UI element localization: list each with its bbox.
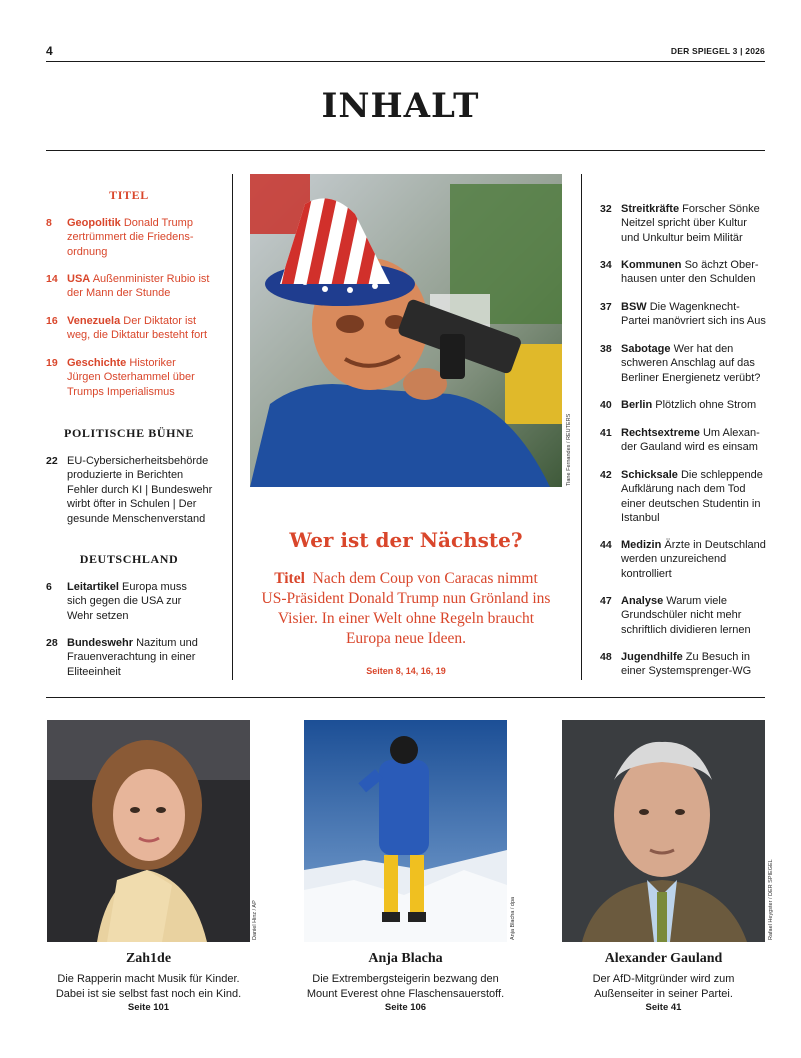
toc-entry[interactable] xyxy=(600,398,768,412)
caption-text xyxy=(40,972,257,1001)
toc-text: Um Alexander Gauland wird es einsam xyxy=(621,427,760,454)
toc-entry[interactable] xyxy=(46,216,212,259)
toc-text: Ärzte in Deutschland werden unzureichend kontrolliert xyxy=(621,539,766,580)
page-number: 4 xyxy=(46,44,53,58)
toc-keyword: Leitartikel xyxy=(67,581,119,593)
toc-keyword: Geopolitik xyxy=(67,217,121,229)
toc-page-number: 6 xyxy=(46,581,52,593)
toc-entry[interactable] xyxy=(600,300,768,329)
caption-line: Außenseiter in seiner Partei. xyxy=(594,987,733,1000)
toc-entry[interactable] xyxy=(46,356,212,399)
toc-keyword: Berlin xyxy=(621,399,653,411)
photo-credit: Rafael Heygster / DER SPIEGEL xyxy=(768,859,774,940)
toc-entry[interactable] xyxy=(46,580,206,623)
toc-entry[interactable] xyxy=(46,454,216,526)
teaser-keyword: Titel xyxy=(274,570,305,587)
section-head-deutschland: DEUTSCHLAND xyxy=(79,552,179,566)
cover-headline[interactable]: Wer ist der Nächste? xyxy=(289,528,523,552)
page-title: INHALT xyxy=(321,86,480,126)
toc-entry[interactable] xyxy=(600,594,768,637)
toc-entry[interactable] xyxy=(600,202,768,245)
teaser-text: Nach dem Coup von Caracas nimmt US-Präsident Donald Trump nun Grönland ins Visier. In einer Welt ohne Regeln braucht Europa neue Ideen. xyxy=(261,570,551,647)
toc-page-number: 37 xyxy=(600,301,612,313)
caption-line: Der AfD-Mitgründer wird zum xyxy=(592,973,735,985)
photo-alexander-gauland-illustration xyxy=(562,720,765,942)
toc-text: Der Diktator ist weg, die Diktatur besteht fort xyxy=(67,315,208,342)
toc-entry[interactable] xyxy=(600,468,768,526)
toc-text: Die schleppende Aufklärung nach dem Tod einer deutschen Studentin in Istanbul xyxy=(621,469,763,525)
caption-name[interactable]: Anja Blacha xyxy=(368,951,443,966)
photo-credit: Anja Blacha / dpa xyxy=(510,896,516,940)
toc-page-number: 48 xyxy=(600,651,612,663)
toc-entry[interactable] xyxy=(600,538,768,581)
cover-teaser xyxy=(260,569,552,649)
photo-zah1de[interactable] xyxy=(47,720,250,942)
toc-text: Forscher Sönke Neitzel spricht über Kultur und Unkultur beim Militär xyxy=(621,203,760,244)
toc-page-number: 16 xyxy=(46,315,58,327)
toc-keyword: Venezuela xyxy=(67,315,121,327)
toc-text: Nazitum und Frauenverachtung in einer Eliteeinheit xyxy=(67,637,198,678)
caption-line: Die Rapperin macht Musik für Kinder. xyxy=(57,973,240,985)
toc-text: Zu Besuch in einer Systemsprenger-WG xyxy=(621,651,752,678)
section-head-titel: TITEL xyxy=(109,188,149,202)
header-rule xyxy=(46,61,765,62)
toc-keyword: Kommunen xyxy=(621,259,682,271)
toc-keyword: USA xyxy=(67,273,91,285)
toc-keyword: Schicksale xyxy=(621,469,678,481)
toc-text: Wer hat den schweren Anschlag auf das Berliner Energienetz verübt? xyxy=(621,343,761,384)
toc-page-number: 42 xyxy=(600,469,612,481)
toc-text: Warum viele Grundschüler nicht mehr schriftlich dividieren lernen xyxy=(621,595,751,636)
toc-keyword: Geschichte xyxy=(67,357,127,369)
toc-keyword: Bundeswehr xyxy=(67,637,134,649)
photo-credit: Daniel Hinz / AP xyxy=(252,900,258,940)
cover-photo-illustration xyxy=(250,174,562,487)
column-divider-right xyxy=(581,174,582,680)
caption-text xyxy=(555,972,772,1001)
toc-text: EU-Cybersicherheitsbehörde produzierte in Berichten Fehler durch KI | Bundeswehr wirbt öfter in Schulen | Der gesunde Menschenverstand xyxy=(67,455,213,525)
toc-keyword: Analyse xyxy=(621,595,664,607)
toc-keyword: Jugendhilfe xyxy=(621,651,683,663)
toc-keyword: BSW xyxy=(621,301,647,313)
toc-page-number: 22 xyxy=(46,455,58,467)
toc-page-number: 14 xyxy=(46,273,58,285)
cover-pages[interactable]: Seiten 8, 14, 16, 19 xyxy=(366,666,446,676)
section-rule xyxy=(46,697,765,698)
toc-text: So ächzt Oberhausen unter den Schulden xyxy=(621,259,759,286)
toc-text: Donald Trump zertrümmert die Friedensordnung xyxy=(67,217,194,258)
photo-credit: Tiane Fernandes / REUTERS xyxy=(566,413,572,486)
caption-name[interactable]: Zah1de xyxy=(125,951,172,966)
caption-line: Die Extrembergsteigerin bezwang den xyxy=(312,973,499,985)
toc-keyword: Streitkräfte xyxy=(621,203,680,215)
toc-keyword: Medizin xyxy=(621,539,662,551)
caption-page[interactable]: Seite 106 xyxy=(384,1002,427,1013)
caption-page[interactable]: Seite 41 xyxy=(645,1002,682,1013)
toc-entry[interactable] xyxy=(600,342,768,385)
toc-page-number: 38 xyxy=(600,343,612,355)
photo-anja-blacha-illustration xyxy=(304,720,507,942)
toc-text: Außenminister Rubio ist der Mann der Stunde xyxy=(67,273,210,300)
toc-keyword: Rechtsextreme xyxy=(621,427,700,439)
toc-entry[interactable] xyxy=(600,258,768,287)
toc-page-number: 41 xyxy=(600,427,612,439)
photo-anja-blacha[interactable] xyxy=(304,720,507,942)
caption-text xyxy=(290,972,521,1001)
toc-entry[interactable] xyxy=(46,636,206,679)
toc-page-number: 28 xyxy=(46,637,58,649)
toc-page-number: 40 xyxy=(600,399,612,411)
toc-entry[interactable] xyxy=(46,272,212,301)
column-divider-left xyxy=(232,174,233,680)
toc-page-number: 47 xyxy=(600,595,612,607)
toc-page-number: 32 xyxy=(600,203,612,215)
toc-page-number: 8 xyxy=(46,217,52,229)
photo-alexander-gauland[interactable] xyxy=(562,720,765,942)
caption-line: Dabei ist sie selbst fast noch ein Kind. xyxy=(55,987,242,1000)
toc-keyword: Sabotage xyxy=(621,343,671,355)
photo-zah1de-illustration xyxy=(47,720,250,942)
toc-entry[interactable] xyxy=(600,650,768,679)
toc-text: Die Wagenknecht-Partei manövriert sich ins Aus xyxy=(621,301,766,328)
caption-line: Mount Everest ohne Flaschensauerstoff. xyxy=(306,987,505,1000)
toc-entry[interactable] xyxy=(46,314,212,343)
toc-text: Plötzlich ohne Strom xyxy=(655,399,757,411)
toc-text: Historiker Jürgen Osterhammel über Trumps Imperialismus xyxy=(67,357,195,398)
toc-text: Europa muss sich gegen die USA zur Wehr setzen xyxy=(67,581,187,622)
toc-entry[interactable] xyxy=(600,426,768,455)
publication-label: DER SPIEGEL 3 | 2026 xyxy=(670,46,765,56)
title-rule xyxy=(46,150,765,151)
toc-page-number: 19 xyxy=(46,357,58,369)
toc-page-number: 44 xyxy=(600,539,612,551)
cover-photo[interactable] xyxy=(250,174,562,487)
section-head-politische-buehne: POLITISCHE BÜHNE xyxy=(64,426,194,440)
caption-page[interactable]: Seite 101 xyxy=(127,1002,170,1013)
toc-page-number: 34 xyxy=(600,259,612,271)
caption-name[interactable]: Alexander Gauland xyxy=(604,951,723,966)
